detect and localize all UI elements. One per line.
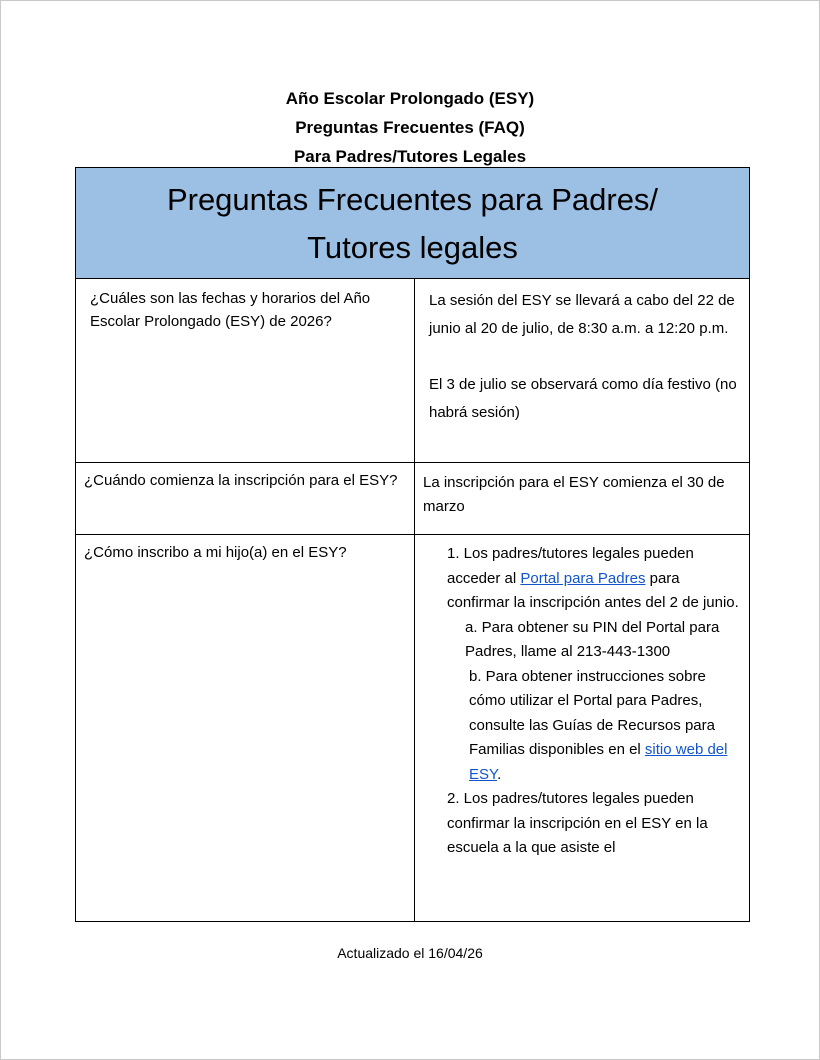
table-row [76, 535, 750, 922]
parent-portal-link[interactable]: Portal para Padres [520, 569, 646, 587]
question-text: ¿Cómo inscribo a mi hijo(a) en el ESY? [84, 544, 347, 561]
answer-cell [415, 535, 750, 922]
question-text: ¿Cuáles son las fechas y horarios del Año Escolar Prolongado (ESY) de 2026? [90, 290, 371, 330]
doc-audience: Para Padres/Tutores Legales [293, 147, 527, 166]
answer-text: La inscripción para el ESY comienza el 30 de marzo [423, 474, 725, 515]
answer-cell [415, 463, 750, 535]
list-subitem: a. Para obtener su PIN del Portal para Padres, llame al 213-443-1300 [465, 618, 720, 660]
doc-title: Año Escolar Prolongado (ESY) [285, 89, 535, 108]
answer-note: El 3 de julio se observará como día festivo (no habrá sesión) [429, 376, 737, 421]
answer-cell [415, 279, 750, 463]
esy-website-link[interactable]: sitio web del ESY [469, 741, 728, 783]
question-text: ¿Cuándo comienza la inscripción para el ESY? [84, 472, 398, 489]
faq-banner [76, 168, 750, 279]
table-row [76, 463, 750, 535]
banner-line-2: Tutores legales [307, 230, 518, 265]
doc-subtitle: Preguntas Frecuentes (FAQ) [295, 118, 525, 137]
question-cell [76, 279, 415, 463]
question-cell [76, 535, 415, 922]
question-cell [76, 463, 415, 535]
updated-date: Actualizado el 16/04/26 [337, 945, 483, 961]
answer-text: La sesión del ESY se llevará a cabo del 22 de junio al 20 de julio, de 8:30 a.m. a 12:20 p.m. [429, 292, 735, 337]
table-row [76, 279, 750, 463]
faq-table [75, 167, 750, 922]
list-item: 1. Los padres/tutores legales pueden acceder al Portal para Padres para confirmar la inscripción antes del 2 de junio. [447, 545, 739, 611]
banner-line-1: Preguntas Frecuentes para Padres/ [166, 182, 659, 217]
list-item: 2. Los padres/tutores legales pueden confirmar la inscripción en el ESY en la escuela a la que asiste el [447, 790, 708, 856]
list-subitem: b. Para obtener instrucciones sobre cómo utilizar el Portal para Padres, consulte las Guías de Recursos para Familias disponibles en el sitio web del ESY. [469, 667, 728, 783]
